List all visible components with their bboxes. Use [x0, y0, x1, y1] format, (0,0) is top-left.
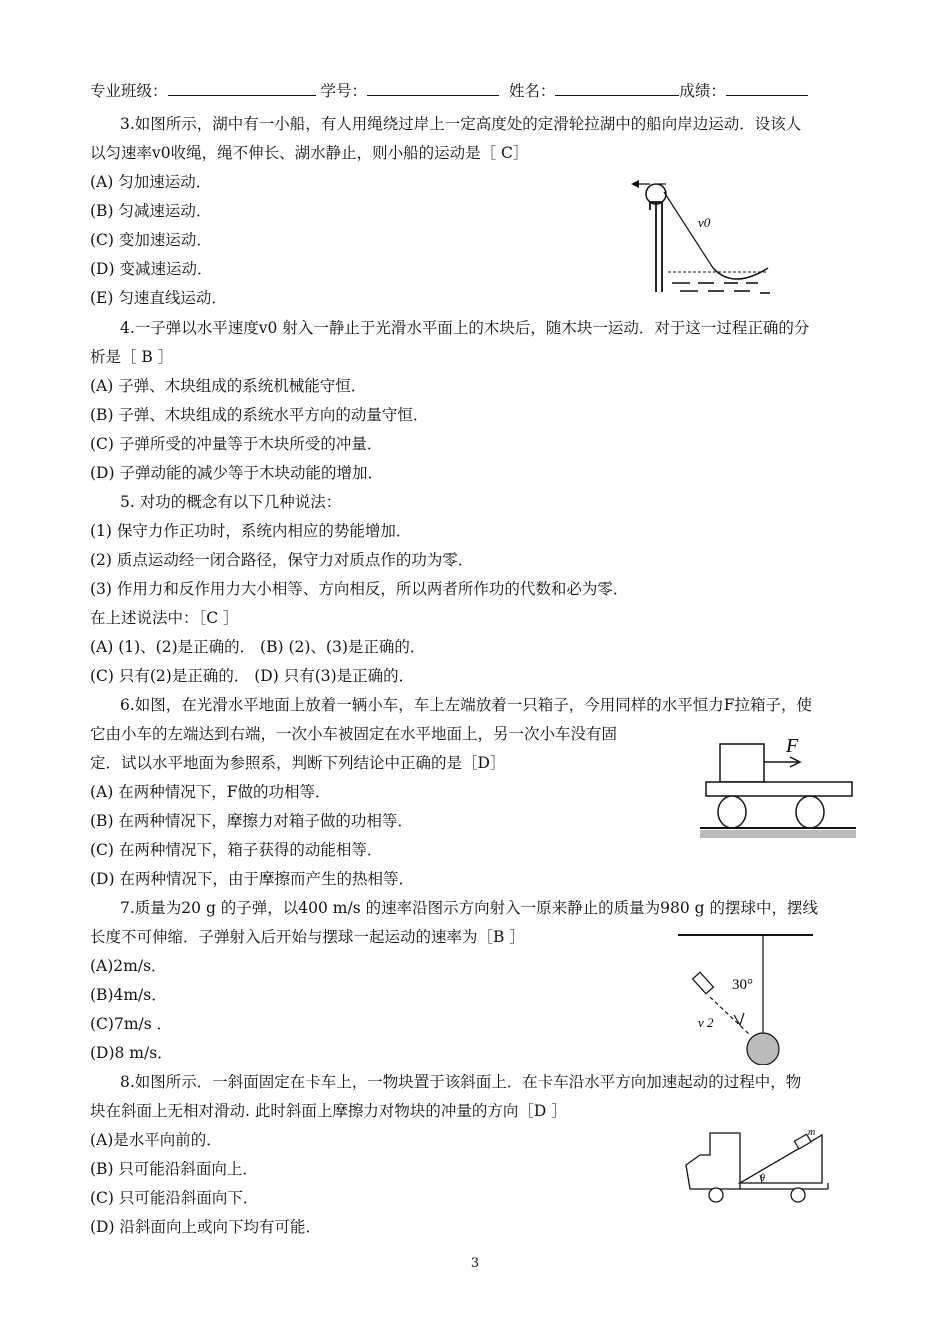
- q8-option-a: (A)是水平向前的．: [90, 1131, 222, 1149]
- q4-option-d: (D) 子弹动能的减少等于木块动能的增加．: [90, 464, 383, 482]
- q4-option-c: (C) 子弹所受的冲量等于木块所受的冲量．: [90, 435, 383, 453]
- q8-stem-line1: 8.如图所示．一斜面固定在卡车上，一物块置于该斜面上．在卡车沿水平方向加速起动的过程中，物: [120, 1073, 802, 1091]
- q5-stem-line1: 5. 对功的概念有以下几种说法：: [120, 493, 342, 511]
- q8-option-b: (B) 只可能沿斜面向上．: [90, 1160, 258, 1178]
- shore-wall: [650, 202, 662, 292]
- id-label: 学号：: [320, 82, 367, 100]
- cart-wheel-right: [796, 796, 824, 828]
- id-blank: [367, 81, 499, 96]
- q3-option-e: (E) 匀速直线运动．: [90, 289, 227, 307]
- q5-statement-3: (3) 作用力和反作用力大小相等、方向相反，所以两者所作功的代数和必为零．: [90, 580, 629, 598]
- q3-boat-pulley-figure: [628, 172, 778, 302]
- ground-hatch: [700, 830, 856, 838]
- truck-cab: [686, 1133, 740, 1189]
- q8-stem-line2: 块在斜面上无相对滑动. 此时斜面上摩擦力对物块的冲量的方向［D ］: [90, 1102, 567, 1120]
- bullet-path: [710, 997, 750, 1035]
- boat-hull: [713, 268, 768, 279]
- class-label: 专业班级：: [90, 82, 168, 100]
- name-blank: [555, 81, 679, 96]
- cart-wheel-left: [718, 796, 746, 828]
- q3-stem-line1: 3.如图所示，湖中有一小船，有人用绳绕过岸上一定高度处的定滑轮拉湖中的船向岸边运动．设该人: [120, 115, 802, 133]
- q6-stem-line2: 它由小车的左端达到右端，一次小车被固定在水平地面上，另一次小车没有固: [90, 725, 618, 743]
- q7-option-b: (B)4m/s．: [90, 986, 167, 1004]
- q7-option-d: (D)8 m/s．: [90, 1044, 173, 1062]
- score-blank: [726, 81, 808, 96]
- q5-options-cd: (C) 只有(2)是正确的． (D) 只有(3)是正确的．: [90, 667, 415, 685]
- q3-option-a: (A) 匀加速运动．: [90, 173, 212, 191]
- v0-label: v0: [698, 215, 711, 230]
- rope-arrow-head: [631, 180, 639, 188]
- q8-option-d: (D) 沿斜面向上或向下均有可能．: [90, 1218, 321, 1236]
- force-label: F: [786, 735, 799, 757]
- truck-wheel-front: [709, 1188, 723, 1202]
- q5-prompt: 在上述说法中：［C ］: [90, 609, 239, 627]
- truck-wheel-rear: [791, 1188, 805, 1202]
- q6-cart-figure: [698, 732, 858, 842]
- pulley-circle: [646, 184, 666, 204]
- q6-option-a: (A) 在两种情况下，F做的功相等．: [90, 783, 331, 801]
- q4-option-a: (A) 子弹、木块组成的系统机械能守恒．: [90, 377, 367, 395]
- rope-to-boat: [664, 192, 713, 268]
- q3-option-b: (B) 匀减速运动．: [90, 202, 212, 220]
- q7-option-a: (A)2m/s．: [90, 957, 167, 975]
- q4-stem-line1: 4.一子弹以水平速度v0 射入一静止于光滑水平面上的木块后，随木块一运动．对于这一过程正确的分: [120, 319, 810, 337]
- angle-label: 30°: [732, 977, 753, 993]
- q5-options-ab: (A) (1)、(2)是正确的． (B) (2)、(3)是正确的．: [90, 638, 426, 656]
- student-info-header: [90, 79, 808, 101]
- class-blank: [168, 81, 316, 96]
- q3-option-c: (C) 变加速运动．: [90, 231, 212, 249]
- mass-label: m: [808, 1127, 816, 1138]
- q7-stem-line2: 长度不可伸缩．子弹射入后开始与摆球一起运动的速率为［B ］: [90, 928, 525, 946]
- score-label: 成绩：: [679, 82, 726, 100]
- q5-statement-2: (2) 质点运动经一闭合路径，保守力对质点作的功为零．: [90, 551, 474, 569]
- q8-truck-incline-figure: [680, 1125, 835, 1205]
- q6-stem-line1: 6.如图，在光滑水平地面上放着一辆小车，车上左端放着一只箱子，今用同样的水平恒力F拉箱子，使: [120, 696, 813, 714]
- q4-option-b: (B) 子弹、木块组成的系统水平方向的动量守恒．: [90, 406, 429, 424]
- v2-label: v 2: [698, 1015, 714, 1030]
- cart-body: [706, 782, 852, 796]
- q7-stem-line1: 7.质量为20 g 的子弹，以400 m/s 的速率沿图示方向射入一原来静止的质量为980 g 的摆球中，摆线: [120, 899, 818, 917]
- bullet: [693, 972, 714, 994]
- theta-label: θ: [760, 1173, 765, 1184]
- pendulum-ball: [747, 1033, 779, 1065]
- q3-stem-line2: 以匀速率v0收绳，绳不伸长、湖水静止，则小船的运动是［ C］: [90, 144, 529, 162]
- q8-option-c: (C) 只可能沿斜面向下．: [90, 1189, 259, 1207]
- q3-option-d: (D) 变减速运动．: [90, 260, 213, 278]
- q6-option-b: (B) 在两种情况下，摩擦力对箱子做的功相等．: [90, 812, 413, 830]
- q5-statement-1: (1) 保守力作正功时，系统内相应的势能增加．: [90, 522, 412, 540]
- page-number: 3: [470, 1256, 480, 1271]
- q6-stem-line3: 定．试以水平地面为参照系，判断下列结论中正确的是［D］: [90, 754, 506, 772]
- q4-stem-line2: 析是［ B ］: [90, 348, 174, 366]
- velocity-arrow: [734, 1013, 744, 1025]
- box: [720, 744, 764, 782]
- q6-option-c: (C) 在两种情况下，箱子获得的动能相等．: [90, 841, 383, 859]
- q7-pendulum-figure: [668, 925, 828, 1065]
- name-label: 姓名：: [508, 82, 556, 100]
- q6-option-d: (D) 在两种情况下，由于摩擦而产生的热相等．: [90, 870, 414, 888]
- q7-option-c: (C)7m/s ．: [90, 1015, 173, 1033]
